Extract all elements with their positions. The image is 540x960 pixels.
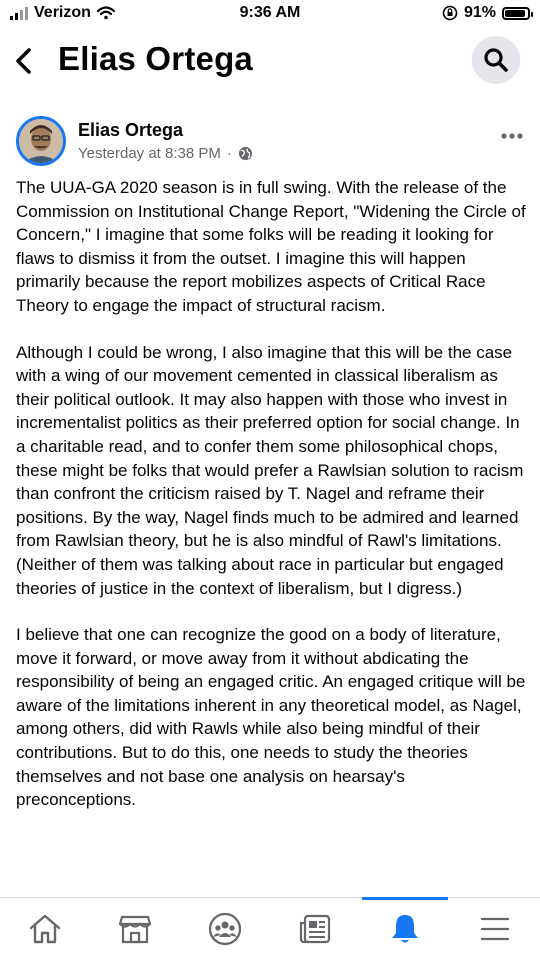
home-icon [28, 913, 62, 945]
chevron-left-icon [12, 44, 36, 78]
bottom-tab-bar [0, 897, 540, 960]
post-paragraph: I believe that one can recognize the good on a body of literature, move it forward, or move away from it without abdicating the responsibility of being an engaged critic. An engaged critique will be aware of the limitations inherent in any theoretical model, as Nagel, among others, did with Rawls while also being mindful of their contributions. But to do this, one needs to study the theories themselves and not base one analysis on hearsay's preconceptions. [16, 625, 526, 810]
avatar[interactable] [16, 116, 66, 166]
tab-menu[interactable] [450, 898, 540, 960]
page-title: Elias Ortega [58, 40, 253, 77]
status-bar [0, 0, 540, 30]
profile-photo-icon [19, 119, 63, 163]
post-body [16, 176, 528, 835]
page-header [0, 30, 540, 96]
tab-news[interactable] [270, 898, 360, 960]
meta-separator: · [226, 145, 232, 162]
tab-marketplace[interactable] [90, 898, 180, 960]
tab-home[interactable] [0, 898, 90, 960]
marketplace-icon [118, 913, 152, 945]
battery-percent: 91% [463, 4, 496, 21]
menu-icon [479, 916, 511, 942]
clock: 9:36 AM [239, 4, 301, 21]
search-button[interactable] [472, 36, 520, 84]
status-right [442, 4, 530, 22]
tab-notifications[interactable] [360, 898, 450, 960]
carrier-label: Verizon [34, 4, 91, 21]
search-icon [483, 47, 509, 73]
post-meta [78, 145, 253, 162]
post-timestamp[interactable]: Yesterday at 8:38 PM [78, 145, 221, 162]
back-button[interactable] [12, 44, 36, 78]
post-paragraph: The UUA-GA 2020 season is in full swing. With the release of the Commission on Institutional Change Report, "Widening the Circle of Concern," I imagine that some folks will be reading it looking for flaws to dismiss it from the outset. I imagine this will happen primarily because the report mobilizes aspects of Critical Race Theory to engage the impact of structural racism. [16, 178, 526, 315]
post-options-button[interactable] [500, 120, 524, 146]
post-header [16, 116, 524, 170]
groups-icon [208, 912, 242, 946]
globe-icon [238, 146, 253, 161]
news-icon [298, 913, 332, 945]
orientation-lock-icon [442, 5, 458, 21]
post-author[interactable]: Elias Ortega [78, 120, 184, 140]
notifications-bell-icon [389, 912, 421, 946]
tab-groups[interactable] [180, 898, 270, 960]
more-horizontal-icon [500, 132, 524, 140]
battery-icon [502, 7, 530, 20]
post-paragraph: Although I could be wrong, I also imagine that this will be the case with a wing of our movement cemented in classical liberalism as their political outlook. It may also happen with those who invest in incrementalist politics as their preferred option for social change. In a charitable read, and to confer them some philosophical chops, these might be folks that would prefer a Rawlsian solution to racism than confront the criticism raised by T. Nagel and reframe their positions. By the way, Nagel finds much to be admired and learned from Rawlsian theory, but he is also mindful of Rawl's limitations. (Neither of them was talking about race in particular but engaged theories of justice in the context of liberalism, but I digress.) [16, 342, 524, 598]
